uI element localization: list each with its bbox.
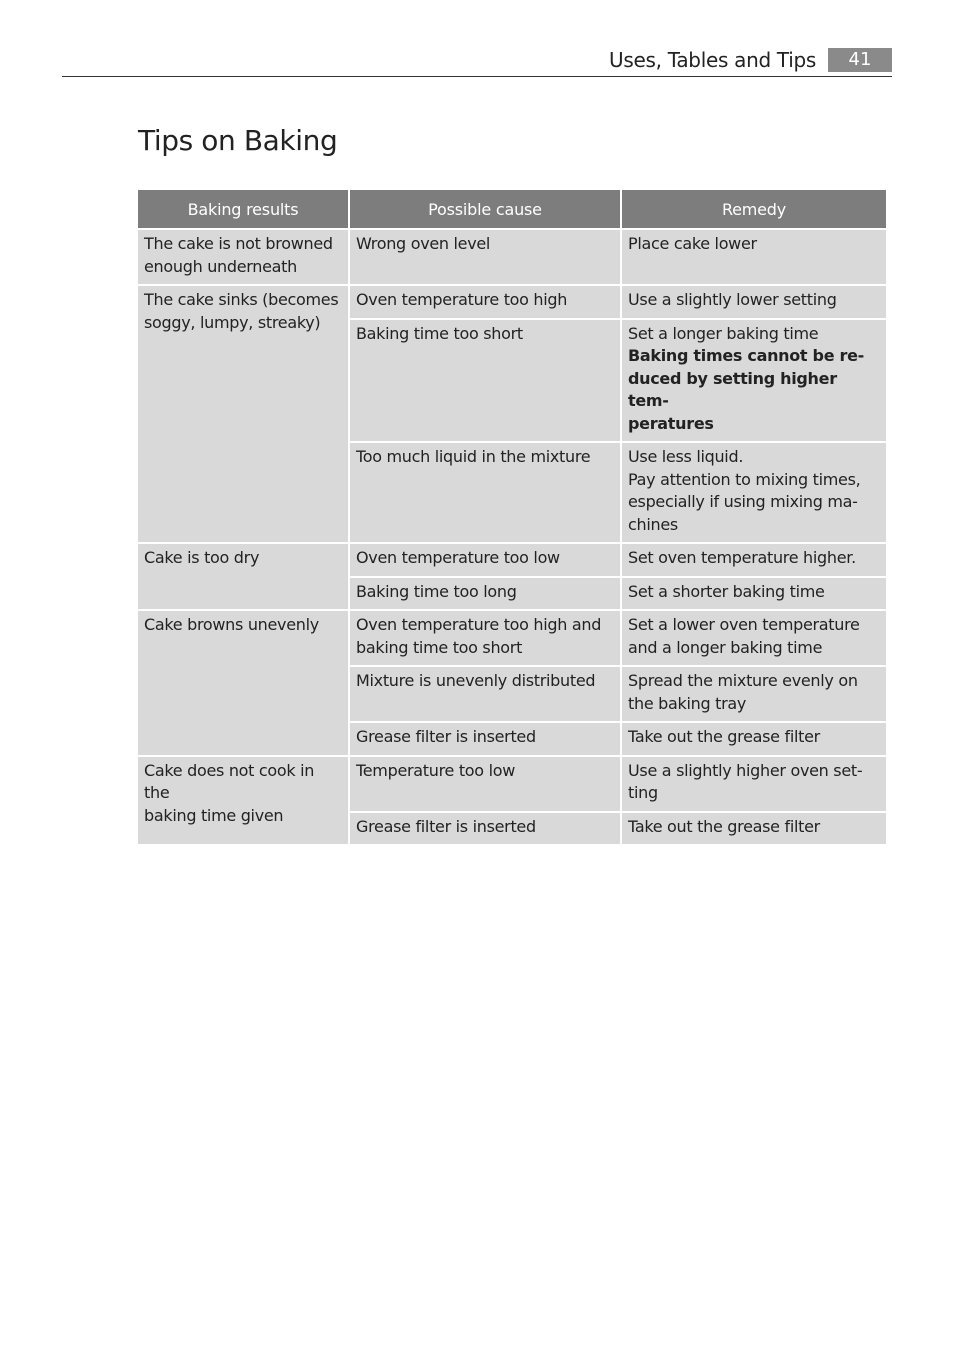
cell-baking-result [138, 230, 348, 284]
cell-remedy [622, 320, 886, 442]
table-header-row [138, 190, 886, 228]
cell-baking-result [138, 286, 348, 542]
section-name: Uses, Tables and Tips [609, 48, 816, 72]
cell-remedy [622, 723, 886, 755]
cell-baking-result [138, 757, 348, 845]
cell-text-line: Grease filter is inserted [356, 816, 536, 836]
table-row [138, 544, 886, 576]
cell-text-line: Take out the grease filter [628, 816, 820, 836]
cell-text-line-emphasis: Baking times cannot be re- [628, 346, 865, 365]
cell-remedy [622, 286, 886, 318]
cell-remedy [622, 544, 886, 576]
cell-text-line: Set oven temperature higher. [628, 548, 856, 567]
cell-text-line: Baking time too short [356, 323, 523, 343]
column-header-possible-cause: Possible cause [350, 190, 620, 228]
cell-possible-cause [350, 286, 620, 318]
table-row [138, 611, 886, 665]
cell-text-line: Cake browns unevenly [144, 615, 319, 634]
cell-text-line: The cake sinks (becomes [144, 290, 339, 309]
table-row [138, 230, 886, 284]
cell-text-line: enough underneath [144, 256, 297, 276]
cell-text-line: Mixture is unevenly distributed [356, 671, 596, 690]
cell-possible-cause [350, 230, 620, 284]
cell-text-line: soggy, lumpy, streaky) [144, 312, 321, 332]
cell-remedy [622, 230, 886, 284]
column-header-remedy: Remedy [622, 190, 886, 228]
cell-text-line: baking time given [144, 805, 284, 825]
cell-possible-cause [350, 320, 620, 442]
running-header [62, 46, 892, 77]
cell-text-line: and a longer baking time [628, 637, 823, 657]
table-body [138, 230, 886, 844]
cell-text-line: Cake does not cook in the [144, 760, 315, 802]
cell-text-line: Wrong oven level [356, 234, 491, 253]
baking-tips-table [136, 188, 888, 846]
cell-remedy [622, 611, 886, 665]
cell-text-line: Set a longer baking time [628, 323, 819, 343]
cell-text-line: Use a slightly lower setting [628, 290, 837, 309]
cell-possible-cause [350, 443, 620, 542]
cell-text-line: especially if using mixing ma- [628, 492, 858, 511]
cell-text-line: Use a slightly higher oven set- [628, 760, 863, 780]
cell-text-line: Baking time too long [356, 581, 517, 601]
cell-baking-result [138, 611, 348, 755]
cell-text-line: Pay attention to mixing times, [628, 469, 861, 489]
page-number: 41 [828, 48, 892, 72]
cell-text-line: Temperature too low [356, 760, 515, 780]
cell-text-line: Oven temperature too high [356, 290, 568, 309]
cell-text-line: baking time too short [356, 637, 523, 657]
cell-remedy [622, 443, 886, 542]
cell-text-line: The cake is not browned [144, 234, 333, 253]
page-title: Tips on Baking [138, 124, 338, 157]
cell-text-line: the baking tray [628, 693, 747, 713]
cell-possible-cause [350, 611, 620, 665]
cell-text-line: Take out the grease filter [628, 727, 820, 746]
cell-text-line: chines [628, 514, 678, 534]
cell-possible-cause [350, 578, 620, 610]
cell-text-line: Use less liquid. [628, 447, 744, 466]
cell-text-line: Cake is too dry [144, 548, 260, 567]
cell-possible-cause [350, 544, 620, 576]
cell-text-line: Oven temperature too low [356, 548, 560, 567]
column-header-baking-results: Baking results [138, 190, 348, 228]
cell-possible-cause [350, 723, 620, 755]
cell-text-line: Place cake lower [628, 234, 757, 253]
cell-remedy [622, 757, 886, 811]
cell-text-line: Grease filter is inserted [356, 727, 536, 746]
cell-text-line: Spread the mixture evenly on [628, 671, 858, 690]
cell-possible-cause [350, 813, 620, 845]
cell-baking-result [138, 544, 348, 609]
cell-text-line: Oven temperature too high and [356, 615, 602, 634]
cell-text-line: Too much liquid in the mixture [356, 447, 591, 466]
cell-possible-cause [350, 667, 620, 721]
table-row [138, 286, 886, 318]
cell-possible-cause [350, 757, 620, 811]
cell-text-line-emphasis: peratures [628, 413, 714, 433]
cell-text-line: Set a shorter baking time [628, 581, 825, 601]
cell-remedy [622, 667, 886, 721]
cell-text-line-emphasis: duced by setting higher tem- [628, 368, 837, 410]
table-row [138, 757, 886, 811]
cell-remedy [622, 578, 886, 610]
cell-remedy [622, 813, 886, 845]
cell-text-line: ting [628, 783, 658, 802]
cell-text-line: Set a lower oven temperature [628, 615, 860, 634]
